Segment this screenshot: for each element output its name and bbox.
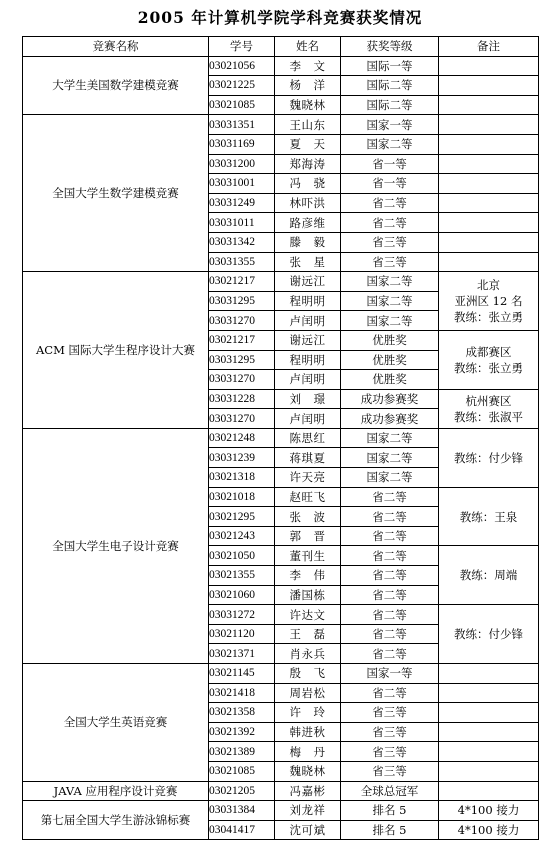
remark-cell [439,272,539,331]
award-level: 成功参赛奖 [341,409,439,429]
table-row [23,664,539,684]
student-name: 滕 毅 [275,232,341,252]
award-level: 国家二等 [341,311,439,331]
student-id: 03021318 [209,468,275,488]
competition-name: 全国大学生电子设计竞赛 [23,428,209,663]
remark-line: 教练：王泉 [459,509,518,524]
remark-line: 亚洲区 12 名 [454,294,523,309]
student-id: 03031200 [209,154,275,174]
remark-line: 教练：付少锋 [454,450,523,465]
student-name: 王 磊 [275,624,341,644]
student-name: 许天亮 [275,468,341,488]
student-id: 03021018 [209,487,275,507]
student-id: 03041417 [209,820,275,840]
remark-line: 教练：周端 [459,568,518,583]
student-id: 03021085 [209,761,275,781]
student-id: 03031270 [209,409,275,429]
table-header-row [23,37,539,57]
student-name: 卢闰明 [275,409,341,429]
student-id: 03031270 [209,311,275,331]
student-id: 03031342 [209,232,275,252]
award-level: 国际一等 [341,56,439,76]
header-name: 姓名 [275,37,341,57]
award-level: 国家二等 [341,134,439,154]
award-level: 省三等 [341,703,439,723]
student-id: 03031169 [209,134,275,154]
student-id: 03021056 [209,56,275,76]
award-level: 成功参赛奖 [341,389,439,409]
award-level: 优胜奖 [341,350,439,370]
award-level: 省二等 [341,487,439,507]
remark-cell [439,154,539,174]
remark-cell [439,664,539,684]
award-level: 省三等 [341,252,439,272]
remark-cell [439,742,539,762]
award-level: 省二等 [341,683,439,703]
student-name: 王山东 [275,115,341,135]
remark-cell [439,252,539,272]
award-level: 国家一等 [341,115,439,135]
awards-table [22,36,539,840]
student-name: 许达文 [275,605,341,625]
award-level: 国家二等 [341,272,439,292]
student-name: 卢闰明 [275,370,341,390]
student-id: 03031351 [209,115,275,135]
remark-cell [439,95,539,115]
award-level: 省三等 [341,761,439,781]
remark-line: 杭州赛区 [465,393,512,408]
remark-cell [439,115,539,135]
student-name: 魏晓林 [275,761,341,781]
remark-line: 教练：张立勇 [454,310,523,325]
header-student-id: 学号 [209,37,275,57]
remark-cell: 4*100 接力 [439,801,539,821]
student-name: 卢闰明 [275,311,341,331]
award-level: 全球总冠军 [341,781,439,801]
award-level: 省三等 [341,722,439,742]
student-name: 路彦维 [275,213,341,233]
student-name: 冯 骁 [275,174,341,194]
student-name: 许 玲 [275,703,341,723]
award-level: 省二等 [341,566,439,586]
header-competition: 竞赛名称 [23,37,209,57]
student-name: 程明明 [275,350,341,370]
student-id: 03021389 [209,742,275,762]
table-row [23,115,539,135]
award-level: 国际二等 [341,95,439,115]
student-id: 03021145 [209,664,275,684]
remark-line: 教练：张立勇 [454,360,523,375]
student-name: 董刊生 [275,546,341,566]
table-row [23,801,539,821]
award-level: 省二等 [341,193,439,213]
student-name: 程明明 [275,291,341,311]
student-id: 03031355 [209,252,275,272]
student-id: 03031239 [209,448,275,468]
remark-cell [439,546,539,605]
student-name: 沈可斌 [275,820,341,840]
student-name: 刘 璟 [275,389,341,409]
student-name: 夏 天 [275,134,341,154]
award-level: 优胜奖 [341,330,439,350]
student-name: 郭 晋 [275,526,341,546]
remark-cell [439,232,539,252]
remark-line: 教练：张淑平 [454,409,523,424]
remark-cell [439,174,539,194]
award-level: 国家二等 [341,291,439,311]
student-name: 肖永兵 [275,644,341,664]
award-level: 国际二等 [341,76,439,96]
remark-cell [439,134,539,154]
remark-line: 成都赛区 [465,344,512,359]
remark-cell [439,487,539,546]
student-name: 谢远江 [275,272,341,292]
student-id: 03031272 [209,605,275,625]
student-id: 03021392 [209,722,275,742]
student-name: 潘国栋 [275,585,341,605]
student-id: 03021225 [209,76,275,96]
student-id: 03021371 [209,644,275,664]
remark-cell [439,683,539,703]
competition-name: 第七届全国大学生游泳锦标赛 [23,801,209,840]
award-level: 省二等 [341,644,439,664]
competition-name: 全国大学生英语竞赛 [23,664,209,782]
student-name: 李 伟 [275,566,341,586]
student-name: 张 星 [275,252,341,272]
award-level: 省一等 [341,174,439,194]
remark-cell [439,703,539,723]
award-level: 国家二等 [341,448,439,468]
student-id: 03031384 [209,801,275,821]
award-level: 省二等 [341,526,439,546]
competition-name: JAVA 应用程序设计竞赛 [23,781,209,801]
table-row [23,428,539,448]
award-level: 排名 5 [341,801,439,821]
student-id: 03031011 [209,213,275,233]
remark-cell: 4*100 接力 [439,820,539,840]
student-id: 03031270 [209,370,275,390]
student-id: 03021217 [209,272,275,292]
student-id: 03021418 [209,683,275,703]
student-id: 03021358 [209,703,275,723]
remark-cell [439,56,539,76]
remark-line: 北京 [477,278,500,293]
student-id: 03021050 [209,546,275,566]
award-level: 国家二等 [341,468,439,488]
competition-name: 全国大学生数学建模竞赛 [23,115,209,272]
award-level: 省二等 [341,605,439,625]
student-name: 梅 丹 [275,742,341,762]
remark-cell [439,76,539,96]
award-level: 省二等 [341,624,439,644]
table-row [23,781,539,801]
competition-name: ACM 国际大学生程序设计大赛 [23,272,209,429]
student-id: 03021085 [209,95,275,115]
header-award: 获奖等级 [341,37,439,57]
award-level: 排名 5 [341,820,439,840]
student-id: 03031295 [209,350,275,370]
award-level: 国家二等 [341,428,439,448]
award-level: 省一等 [341,154,439,174]
student-id: 03031249 [209,193,275,213]
table-row [23,272,539,292]
student-id: 03021120 [209,624,275,644]
student-id: 03031228 [209,389,275,409]
student-id: 03021217 [209,330,275,350]
student-id: 03021295 [209,507,275,527]
award-level: 国家一等 [341,664,439,684]
remark-cell [439,330,539,389]
student-id: 03021243 [209,526,275,546]
remark-cell [439,781,539,801]
student-name: 刘龙祥 [275,801,341,821]
student-name: 韩进秋 [275,722,341,742]
student-name: 殷 飞 [275,664,341,684]
student-id: 03031295 [209,291,275,311]
student-name: 杨 洋 [275,76,341,96]
award-level: 省二等 [341,213,439,233]
remark-cell [439,428,539,487]
student-name: 李 文 [275,56,341,76]
student-name: 郑海涛 [275,154,341,174]
award-level: 优胜奖 [341,370,439,390]
student-name: 林吓洪 [275,193,341,213]
award-level: 省三等 [341,232,439,252]
student-name: 周岩松 [275,683,341,703]
award-level: 省二等 [341,585,439,605]
remark-cell [439,389,539,428]
student-name: 陈思红 [275,428,341,448]
award-level: 省二等 [341,507,439,527]
remark-cell [439,213,539,233]
student-name: 冯嘉彬 [275,781,341,801]
remark-line: 教练：付少锋 [454,627,523,642]
remark-cell [439,722,539,742]
student-id: 03031001 [209,174,275,194]
header-remark: 备注 [439,37,539,57]
table-body [23,56,539,840]
remark-cell [439,193,539,213]
student-name: 赵旺飞 [275,487,341,507]
student-id: 03021060 [209,585,275,605]
remark-cell [439,761,539,781]
student-name: 张 波 [275,507,341,527]
table-row [23,56,539,76]
competition-name: 大学生美国数学建模竞赛 [23,56,209,115]
award-level: 省二等 [341,546,439,566]
student-id: 03021205 [209,781,275,801]
student-name: 谢远江 [275,330,341,350]
page-title: 2005 年计算机学院学科竞赛获奖情况 [137,8,423,27]
remark-cell [439,605,539,664]
student-name: 魏晓林 [275,95,341,115]
student-id: 03021355 [209,566,275,586]
student-name: 蒋琪夏 [275,448,341,468]
student-id: 03021248 [209,428,275,448]
award-level: 省三等 [341,742,439,762]
